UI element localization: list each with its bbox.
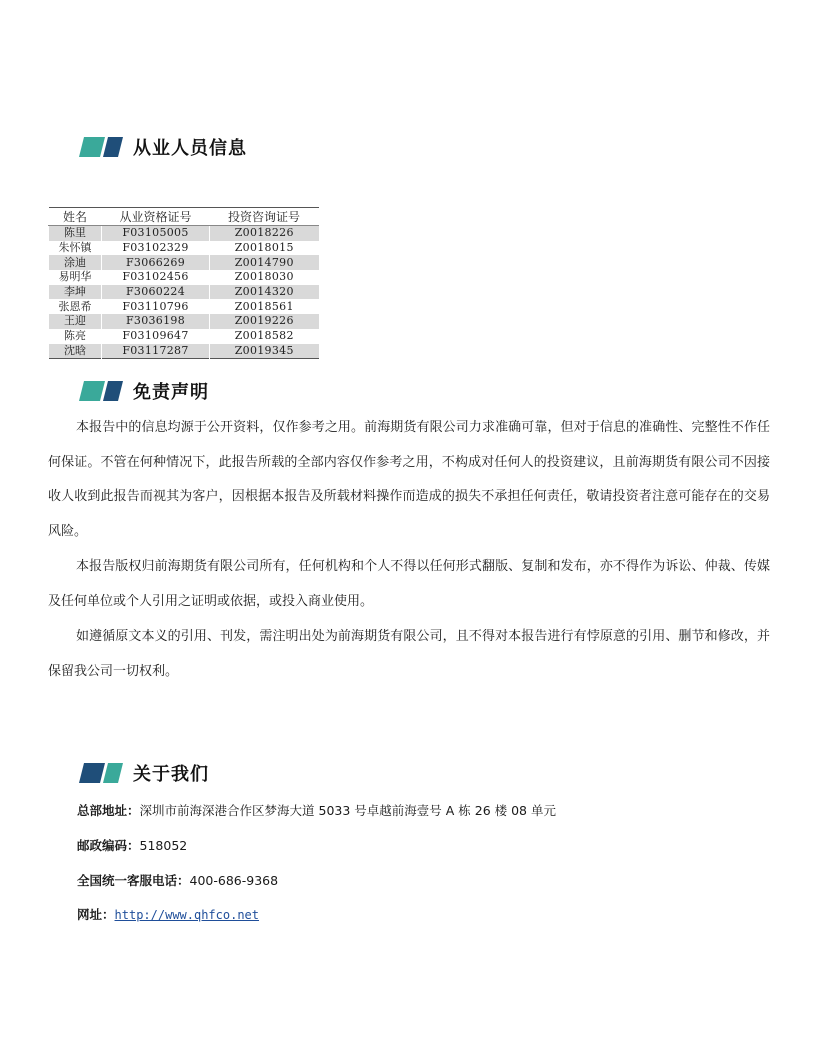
qualification-id: F03109647 [102, 329, 210, 344]
staff-name: 易明华 [49, 270, 102, 285]
table-row [49, 226, 319, 241]
section-marker-icon [79, 763, 123, 783]
postcode-line [77, 836, 187, 854]
table-row [49, 241, 319, 256]
staff-name: 陈里 [49, 226, 102, 241]
consulting-id: Z0018582 [210, 329, 319, 344]
staff-name: 李坤 [49, 285, 102, 300]
column-header-name: 姓名 [49, 208, 102, 226]
website-label: 网址： [77, 907, 115, 922]
about-section-title: 关于我们 [133, 764, 209, 785]
table-row [49, 329, 319, 344]
staff-name: 沈晗 [49, 344, 102, 359]
section-marker-icon [79, 137, 123, 157]
disclaimer-paragraph: 如遵循原文本义的引用、刊发，需注明出处为前海期货有限公司，且不得对本报告进行有悖原意的引用、删节和修改，并保留我公司一切权利。 [48, 629, 770, 679]
disclaimer-section-title: 免责声明 [133, 382, 209, 403]
disclaimer-paragraph: 本报告中的信息均源于公开资料，仅作参考之用。前海期货有限公司力求准确可靠，但对于信息的准确性、完整性不作任何保证。不管在何种情况下，此报告所载的全部内容仅作参考之用，不构成对任何人的投资建议，且前海期货有限公司不因接收人收到此报告而视其为客户，因根据本报告及所载材料操作而造成的损失不承担任何责任，敬请投资者注意可能存在的交易风险。 [48, 420, 770, 539]
consulting-id: Z0019345 [210, 344, 319, 359]
staff-section-header [79, 133, 247, 161]
staff-table [48, 207, 319, 359]
consulting-id: Z0014790 [210, 255, 319, 270]
address-value: 深圳市前海深港合作区梦海大道 5033 号卓越前海壹号 A 栋 26 楼 08 单元 [139, 803, 556, 818]
qualification-id: F03117287 [102, 344, 210, 359]
qualification-id: F3060224 [102, 285, 210, 300]
staff-name: 陈亮 [49, 329, 102, 344]
hotline-label: 全国统一客服电话： [77, 873, 190, 888]
qualification-id: F03102329 [102, 241, 210, 256]
disclaimer-paragraph: 本报告版权归前海期货有限公司所有，任何机构和个人不得以任何形式翻版、复制和发布，亦不得作为诉讼、仲裁、传媒及任何单位或个人引用之证明或依据，或投入商业使用。 [48, 559, 770, 609]
consulting-id: Z0018226 [210, 226, 319, 241]
qualification-id: F3066269 [102, 255, 210, 270]
staff-name: 涂迪 [49, 255, 102, 270]
staff-name: 朱怀镇 [49, 241, 102, 256]
website-link[interactable]: http://www.qhfco.net [114, 908, 260, 922]
table-row [49, 314, 319, 329]
hotline-line [77, 871, 278, 889]
consulting-id: Z0018030 [210, 270, 319, 285]
website-line [77, 905, 259, 923]
table-row [49, 285, 319, 300]
postcode-label: 邮政编码： [77, 838, 140, 853]
postcode-value: 518052 [139, 838, 188, 853]
about-section-header [79, 759, 209, 787]
table-row [49, 344, 319, 359]
consulting-id: Z0019226 [210, 314, 319, 329]
qualification-id: F03105005 [102, 226, 210, 241]
consulting-id: Z0018561 [210, 299, 319, 314]
hotline-value: 400-686-9368 [189, 873, 279, 888]
staff-section-title: 从业人员信息 [133, 138, 247, 159]
section-marker-icon [79, 381, 123, 401]
qualification-id: F03110796 [102, 299, 210, 314]
address-label: 总部地址： [77, 803, 140, 818]
staff-table-header-row [49, 208, 319, 226]
disclaimer-section-header [79, 377, 209, 405]
column-header-qualification-id: 从业资格证号 [102, 208, 210, 226]
consulting-id: Z0018015 [210, 241, 319, 256]
column-header-consulting-id: 投资咨询证号 [210, 208, 319, 226]
address-line [77, 801, 556, 819]
qualification-id: F03102456 [102, 270, 210, 285]
consulting-id: Z0014320 [210, 285, 319, 300]
qualification-id: F3036198 [102, 314, 210, 329]
staff-name: 王迎 [49, 314, 102, 329]
table-row [49, 255, 319, 270]
table-row [49, 270, 319, 285]
table-row [49, 299, 319, 314]
staff-name: 张恩希 [49, 299, 102, 314]
